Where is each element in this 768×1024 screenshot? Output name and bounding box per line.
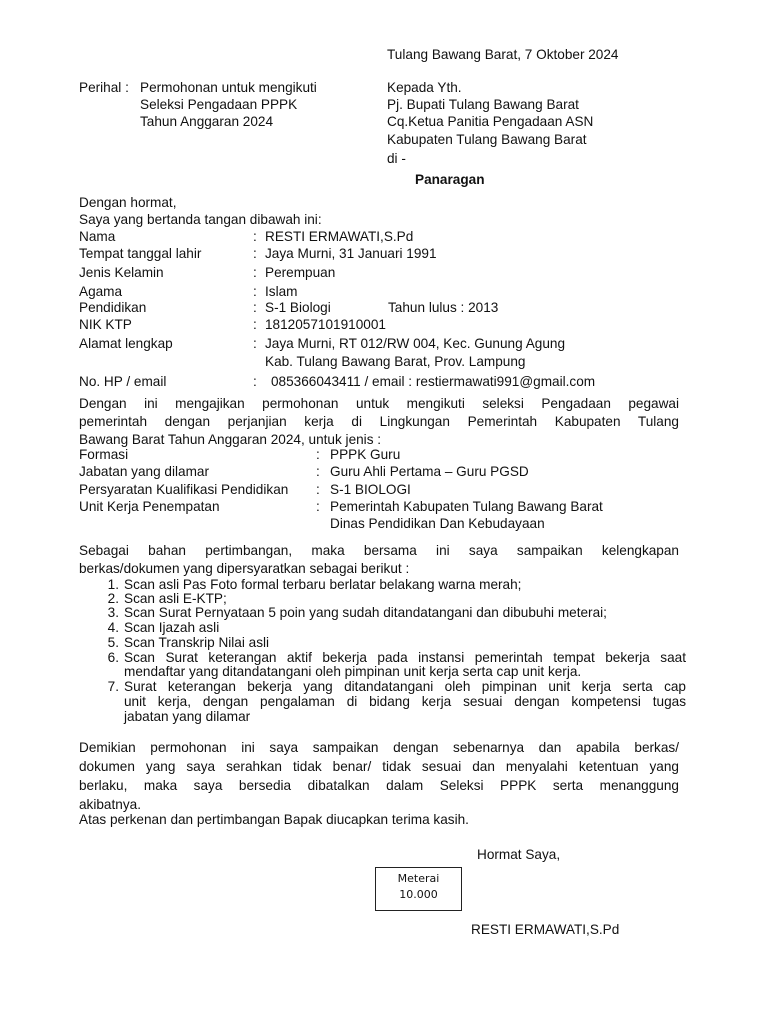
field-value: Jaya Murni, RT 012/RW 004, Kec. Gunung Agung (265, 336, 565, 351)
field-label: NIK KTP (79, 317, 132, 332)
recipient-line: Kabupaten Tulang Bawang Barat (387, 132, 587, 147)
meterai-value: 10.000 (399, 888, 438, 901)
perihal-line: Seleksi Pengadaan PPPK (140, 97, 298, 112)
field-value: Guru Ahli Pertama – Guru PGSD (330, 464, 529, 479)
field-value: S-1 BIOLOGI (330, 482, 411, 497)
field-label: Pendidikan (79, 300, 147, 315)
field-value: RESTI ERMAWATI,S.Pd (265, 229, 414, 244)
intro-text: Saya yang bertanda tangan dibawah ini: (79, 212, 322, 227)
field-colon: : (316, 482, 320, 497)
application-paragraph (79, 395, 679, 449)
field-label: Nama (79, 229, 116, 244)
field-label: No. HP / email (79, 374, 167, 389)
closing-paragraph (79, 738, 679, 814)
recipient-line: Kepada Yth. (387, 80, 462, 95)
field-value: Islam (265, 284, 298, 299)
field-value: Perempuan (265, 265, 336, 280)
recipient-city: Panaragan (415, 172, 485, 187)
paragraph-line: berlaku, maka saya bersedia dibatalkan dalam Seleksi PPPK serta menanggung (79, 778, 679, 793)
list-number: 6. (107, 650, 119, 665)
list-item-line: unit kerja, dengan pengalaman di bidang kerja sesuai dengan kompetensi tugas (124, 694, 686, 709)
list-item: Scan Ijazah asli (124, 620, 220, 635)
field-colon: : (253, 229, 257, 244)
list-number: 2. (107, 591, 119, 606)
meterai-label: Meterai (397, 872, 440, 885)
recipient-line: di - (387, 151, 406, 166)
paragraph-line: Bawang Barat Tahun Anggaran 2024, untuk jenis : (79, 432, 382, 447)
field-label: Formasi (79, 447, 129, 462)
place-date: Tulang Bawang Barat, 7 Oktober 2024 (387, 47, 619, 62)
paragraph-line: dokumen yang saya serahkan tidak benar/ tidak sesuai dan menyalahi ketentuan yang (79, 759, 679, 774)
perihal-label: Perihal : (79, 80, 129, 95)
list-item-line: jabatan yang dilamar (124, 709, 251, 724)
field-label: Tempat tanggal lahir (79, 246, 202, 261)
list-item-line: Scan Surat keterangan aktif bekerja pada instansi pemerintah tempat bekerja saat (124, 650, 686, 665)
field-label: Alamat lengkap (79, 336, 173, 351)
list-number: 5. (107, 635, 119, 650)
field-colon: : (253, 317, 257, 332)
field-colon: : (316, 464, 320, 479)
field-value-continued: Kab. Tulang Bawang Barat, Prov. Lampung (265, 354, 526, 369)
list-number: 1. (107, 577, 119, 592)
list-number: 4. (107, 620, 119, 635)
list-number: 7. (107, 679, 119, 694)
paragraph-line: Sebagai bahan pertimbangan, maka bersama ini saya sampaikan kelengkapan (79, 543, 679, 558)
field-label: Agama (79, 284, 123, 299)
signatory-name: RESTI ERMAWATI,S.Pd (471, 922, 620, 937)
list-item: Scan Surat Pernyataan 5 poin yang sudah ditandatangani dan dibubuhi meterai; (124, 605, 607, 620)
paragraph-line: akibatnya. (79, 797, 141, 812)
perihal-line: Tahun Anggaran 2024 (140, 114, 274, 129)
field-colon: : (316, 447, 320, 462)
field-colon: : (253, 336, 257, 351)
field-value: S-1 Biologi (265, 300, 331, 315)
recipient-line: Pj. Bupati Tulang Bawang Barat (387, 97, 579, 112)
field-colon: : (316, 499, 320, 514)
field-value-continued: Dinas Pendidikan Dan Kebudayaan (330, 516, 545, 531)
field-colon: : (253, 265, 257, 280)
field-value: Pemerintah Kabupaten Tulang Bawang Barat (330, 499, 603, 514)
paragraph-line: Dengan ini mengajikan permohonan untuk mengikuti seleksi Pengadaan pegawai (79, 396, 679, 411)
perihal-line: Permohonan untuk mengikuti (140, 80, 317, 95)
paragraph-line: berkas/dokumen yang dipersyaratkan sebagai berikut : (79, 561, 410, 576)
meterai-stamp-box (375, 867, 462, 911)
list-item: Scan asli Pas Foto formal terbaru berlatar belakang warna merah; (124, 577, 522, 592)
field-colon: : (253, 300, 257, 315)
field-value: 1812057101910001 (265, 317, 386, 332)
paragraph-line: pemerintah dengan perjanjian kerja di Lingkungan Pemerintah Kabupaten Tulang (79, 414, 679, 429)
greeting: Dengan hormat, (79, 195, 177, 210)
list-item: Scan asli E-KTP; (124, 591, 227, 606)
field-label: Unit Kerja Penempatan (79, 499, 220, 514)
field-value: PPPK Guru (330, 447, 401, 462)
paragraph-line: Demikian permohonan ini saya sampaikan dengan sebenarnya dan apabila berkas/ (79, 740, 679, 755)
field-colon: : (253, 374, 257, 389)
list-item: Scan Transkrip Nilai asli (124, 635, 270, 650)
field-colon: : (253, 246, 257, 261)
recipient-line: Cq.Ketua Panitia Pengadaan ASN (387, 114, 594, 129)
field-label: Jabatan yang dilamar (79, 464, 209, 479)
field-value: 085366043411 / email : restiermawati991@gmail.com (271, 374, 596, 389)
field-value: Jaya Murni, 31 Januari 1991 (265, 246, 437, 261)
list-item-line: mendaftar yang ditandatangani oleh pimpinan unit kerja serta cap unit kerja. (124, 664, 582, 679)
list-number: 3. (107, 605, 119, 620)
thanks-text: Atas perkenan dan pertimbangan Bapak diucapkan terima kasih. (79, 812, 469, 827)
field-colon: : (253, 284, 257, 299)
documents-intro (79, 542, 679, 578)
field-label: Jenis Kelamin (79, 265, 164, 280)
graduation-year: Tahun lulus : 2013 (388, 300, 499, 315)
regards-text: Hormat Saya, (477, 847, 561, 862)
list-item-line: Surat keterangan bekerja yang ditandatangani oleh pimpinan unit kerja serta cap (124, 679, 686, 694)
field-label: Persyaratan Kualifikasi Pendidikan (79, 482, 289, 497)
